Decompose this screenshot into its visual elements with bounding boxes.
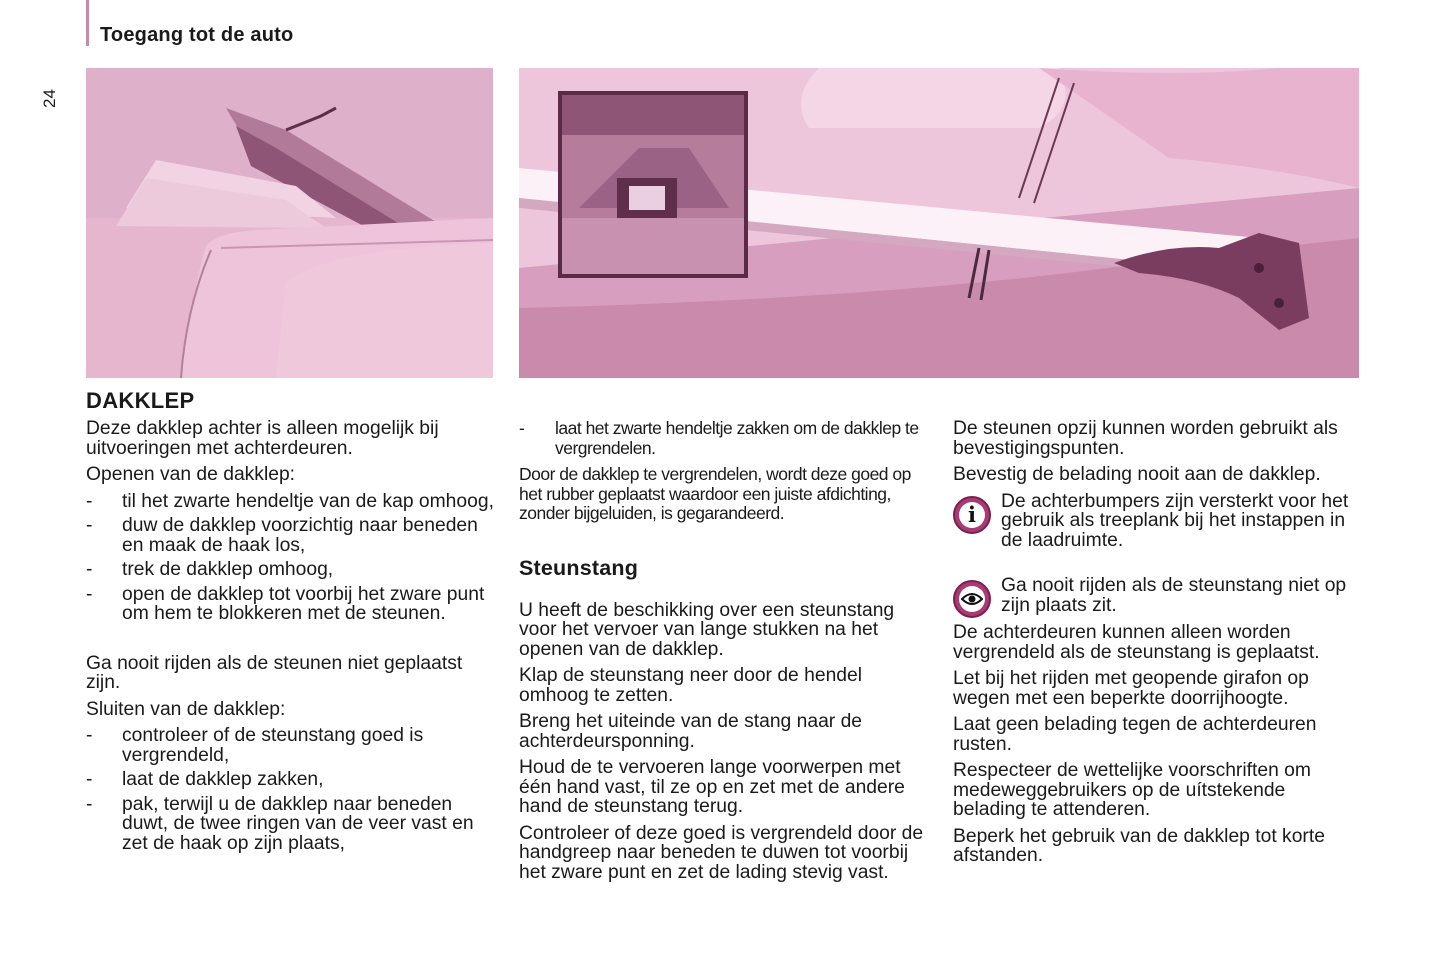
eye-icon — [953, 580, 991, 618]
list-item: - open de dakklep tot voorbij het zware punt om hem te blokkeren met de steunen. — [86, 585, 496, 624]
eye-notice-text: Ga nooit rijden als de steunstang niet op zijn plaats zit. — [1001, 575, 1347, 616]
paragraph: De achterdeuren kunnen alleen worden vergrendeld als de steunstang is geplaatst. — [953, 622, 1320, 663]
paragraph: Respecteer de wettelijke voorschriften om medeweggebruikers op de uítstekende belading te attenderen. — [953, 760, 1311, 820]
warning-text: Ga nooit rijden als de steunen niet geplaatst zijn. — [86, 652, 463, 693]
roof-flap-illustration — [86, 68, 493, 378]
list-item: - laat de dakklep zakken, — [86, 770, 496, 790]
info-notice-text: De achterbumpers zijn versterkt voor het gebruik als treeplank bij het instappen in de laadruimte. — [1001, 490, 1349, 551]
list-item: - pak, terwijl u de dakklep naar beneden duwt, de twee ringen van de veer vast en zet de haak op zijn plaats, — [86, 795, 496, 854]
crossbar-illustration — [519, 68, 1359, 378]
roof-crossbar-drawing-icon — [519, 68, 1359, 378]
paragraph: U heeft de beschikking over een steunstang voor het vervoer van lange stukken na het openen van de dakklep. — [519, 599, 895, 660]
info-notice — [953, 492, 1358, 551]
paragraph: Houd de te vervoeren lange voorwerpen met één hand vast, til ze op en zet met de andere hand de steunstang terug. — [519, 757, 905, 817]
opening-title: Openen van de dakklep: — [86, 464, 296, 485]
list-item: - controleer of de steunstang goed is vergrendeld, — [86, 726, 496, 765]
section-title: Toegang tot de auto — [100, 24, 294, 46]
locking-note: Door de dakklep te vergrendelen, wordt deze goed op het rubber geplaatst waardoor een juiste afdichting, zonder bijgeluiden, is gegarandeerd. — [519, 464, 911, 523]
list-item: - til het zwarte hendeltje van de kap omhoog, — [86, 492, 496, 512]
page-number: 24 — [40, 89, 59, 108]
opening-steps — [86, 492, 496, 624]
paragraph: Controleer of deze goed is vergrendeld door de handgreep naar beneden te duwen tot voorbij het zware punt en zet de lading stevig vast. — [519, 822, 924, 883]
closing-title: Sluiten van de dakklep: — [86, 698, 286, 720]
intro-text: Deze dakklep achter is alleen mogelijk bij uitvoeringen met achterdeuren. — [86, 418, 439, 459]
roof-flap-open-drawing-icon — [86, 68, 493, 378]
paragraph: Bevestig de belading nooit aan de dakklep. — [953, 464, 1321, 485]
column-2 — [519, 419, 929, 889]
page-edge-marker — [86, 0, 89, 46]
closing-steps — [86, 726, 496, 853]
column-1 — [86, 419, 496, 860]
paragraph: Klap de steunstang neer door de hendel omhoog te zetten. — [519, 665, 863, 706]
list-item: - laat het zwarte hendeltje zakken om de dakklep te vergrendelen. — [519, 419, 929, 458]
paragraph: De steunen opzij kunnen worden gebruikt als bevestigingspunten. — [953, 418, 1338, 459]
list-item: - trek de dakklep omhoog, — [86, 560, 496, 580]
roof-flap-heading: DAKKLEP — [86, 388, 195, 413]
info-icon: i — [953, 496, 991, 534]
paragraph: Beperk het gebruik van de dakklep tot korte afstanden. — [953, 825, 1325, 866]
column-3 — [953, 419, 1358, 873]
eye-notice — [953, 576, 1358, 616]
paragraph: Laat geen belading tegen de achterdeuren rusten. — [953, 714, 1317, 755]
paragraph: Breng het uiteinde van de stang naar de achterdeursponning. — [519, 711, 863, 752]
crossbar-heading: Steunstang — [519, 555, 639, 580]
locking-step — [519, 419, 929, 458]
paragraph: Let bij het rijden met geopende girafon op wegen met een beperkte doorrijhoogte. — [953, 668, 1309, 709]
list-item: - duw de dakklep voorzichtig naar beneden en maak de haak los, — [86, 516, 496, 555]
crossbar-paragraphs — [519, 601, 929, 883]
